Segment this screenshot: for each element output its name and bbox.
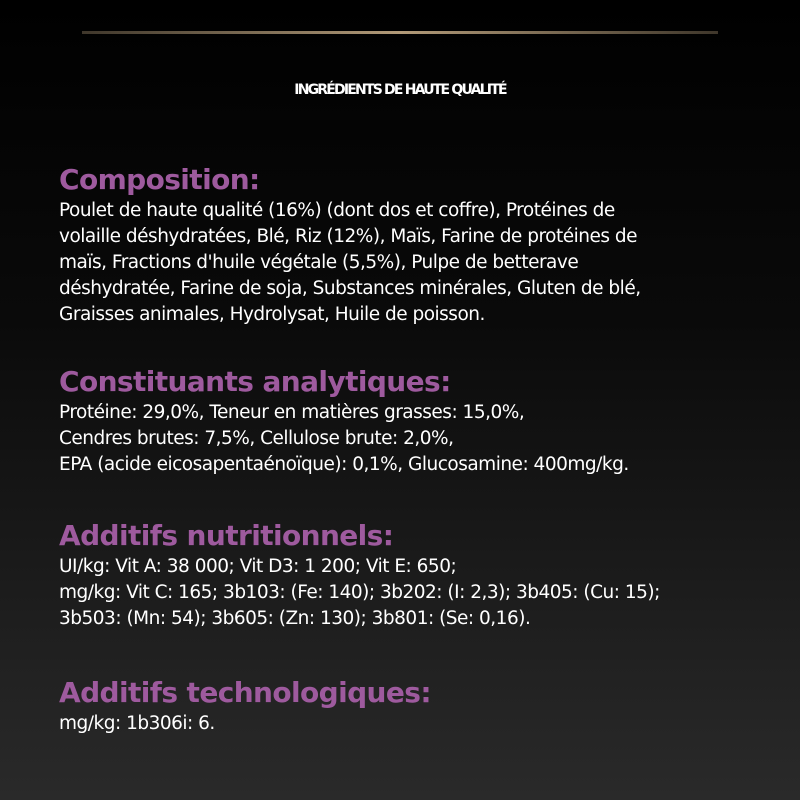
text-line: volaille déshydratées, Blé, Riz (12%), Maïs, Farine de protéines de [59,226,637,247]
section-body-nutritional [59,554,749,632]
text-line: EPA (acide eicosapentaénoïque): 0,1%, Glucosamine: 400mg/kg. [59,454,629,475]
text-line: 3b503: (Mn: 54); 3b605: (Zn: 130); 3b801: (Se: 0,16). [59,608,531,629]
section-heading-composition: Composition: [59,163,260,196]
text-line: Cendres brutes: 7,5%, Cellulose brute: 2,0%, [59,428,454,449]
text-line: mg/kg: 1b306i: 6. [59,713,215,734]
text-line: UI/kg: Vit A: 38 000; Vit D3: 1 200; Vit E: 650; [59,556,457,577]
text-line: Poulet de haute qualité (16%) (dont dos et coffre), Protéines de [59,200,615,221]
section-technological-additives [59,675,749,737]
section-analytical-constituents [59,364,749,478]
section-body-composition [59,198,749,328]
section-heading-nutritional: Additifs nutritionnels: [59,519,394,552]
section-body-technological [59,711,749,737]
section-nutritional-additives [59,518,749,632]
text-line: mg/kg: Vit C: 165; 3b103: (Fe: 140); 3b202: (I: 2,3); 3b405: (Cu: 15); [59,582,660,603]
section-heading-analytical: Constituants analytiques: [59,365,451,398]
text-line: Graisses animales, Hydrolysat, Huile de poisson. [59,304,485,325]
text-line: Protéine: 29,0%, Teneur en matières grasses: 15,0%, [59,402,525,423]
section-body-analytical [59,400,749,478]
text-line: maïs, Fractions d'huile végétale (5,5%), Pulpe de betterave [59,252,579,273]
text-line: déshydratée, Farine de soja, Substances minérales, Gluten de blé, [59,278,641,299]
page-title: INGRÉDIENTS DE HAUTE QUALITÉ [294,82,506,98]
top-divider [82,31,718,34]
section-composition [59,162,749,328]
section-heading-technological: Additifs technologiques: [59,676,431,709]
